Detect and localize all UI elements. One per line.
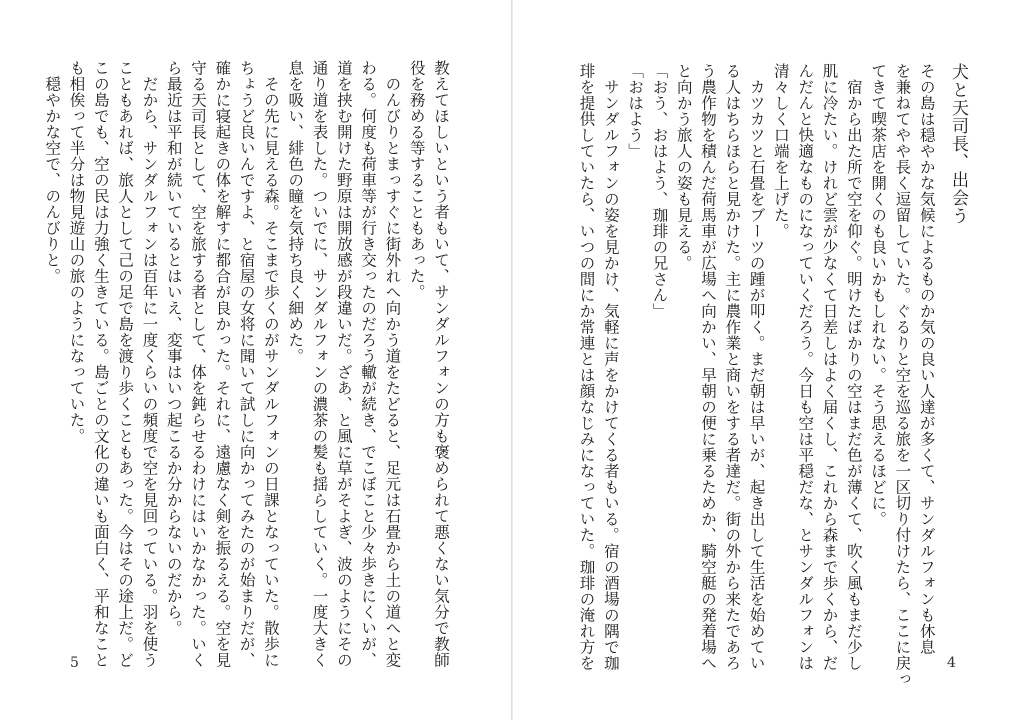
body-line: 清々しく口端を上げた。 xyxy=(771,63,790,239)
body-line: 確かに寝起きの体を解すに都合が良かった。それに、遠慮なく剣を振るえる。空を見 xyxy=(213,60,232,668)
body-line: と向かう旅人の姿も見える。 xyxy=(674,63,693,271)
body-line: 息を吸い、緋色の瞳を気持ち良く細めた。 xyxy=(286,60,305,364)
body-line: サンダルフォンの姿を見かけ、気軽に声をかけてくる者もいる。宿の酒場の隅で珈 xyxy=(601,63,620,671)
body-line: 肌に冷たい。けれど雲が少なくて日差しはよく届くし、これから森まで歩くから、だ xyxy=(820,63,839,671)
body-line: だから、サンダルフォンは百年に一度くらいの頻度で空を見回っている。羽を使う xyxy=(140,60,159,668)
body-line: 「おはよう」 xyxy=(626,63,645,159)
body-line: 役を務める等することもあった。 xyxy=(407,60,426,300)
body-line: その島は穏やかな気候によるものか気の良い人達が多くて、サンダルフォンも休息 xyxy=(917,63,936,655)
body-line: のんびりとまっすぐに街外れへ向かう道をたどると、足元は石畳から土の道へと変 xyxy=(383,60,402,668)
body-line: 「おう、おはよう、珈琲の兄さん」 xyxy=(650,63,669,319)
body-line: 琲を提供していたら、いつの間にか常連とは顔なじみになっていた。珈琲の淹れ方を xyxy=(577,63,596,671)
body-line: この島でも、空の民は力強く生きている。島ごとの文化の違いも面白く、平和なこと xyxy=(91,60,110,668)
body-line: ちょうど良いんですよ、と宿屋の女将に聞いて試しに向かってみたのが始まりだが、 xyxy=(237,60,256,668)
left-page xyxy=(0,0,511,720)
body-line: わる。何度も荷車等が行き交ったのだろう轍が続き、でこぼこと少々歩きにくいが、 xyxy=(359,60,378,668)
chapter-title: 犬と天司長、出会う xyxy=(948,63,968,225)
body-line: その先に見える森。そこまで歩くのがサンダルフォンの日課となっていた。散歩に xyxy=(261,60,280,668)
body-line: 通り道を表した。ついでに、サンダルフォンの濃茶の髪も揺らしていく。一度大きく xyxy=(310,60,329,668)
body-line: う農作物を積んだ荷馬車が広場へ向かい、早朝の便に乗るためか、騎空艇の発着場へ xyxy=(699,63,718,671)
left-page-body xyxy=(40,60,453,668)
right-page xyxy=(513,0,1024,720)
body-line: 道を挟む開けた野原は開放感が段違いだ。ざあ、と風に草がそよぎ、波のようにその xyxy=(334,60,353,668)
page-number-right: 4 xyxy=(947,655,956,671)
body-line: 宿から出た所で空を仰ぐ。明けたばかりの空はまだ色が薄くて、吹く風もまだ少し xyxy=(844,63,863,671)
body-line: 守る天司長として、空を旅する者として、体を鈍らせるわけにはいかなかった。いく xyxy=(189,60,208,668)
body-line: ら最近は平和が続いているとはいえ、変事はいつ起こるか分からないのだから。 xyxy=(164,60,183,636)
body-line: てきて喫茶店を開くのも良いかもしれない。そう思えるほどに。 xyxy=(869,63,888,527)
body-line: んだんと快適なものになっていくだろう。今日も空は平穏だな、とサンダルフォンは xyxy=(796,63,815,671)
body-line: 穏やかな空で、のんびりと。 xyxy=(43,60,62,284)
body-line: も相俟って半分は物見遊山の旅のようになっていた。 xyxy=(67,60,86,444)
page-number-left: 5 xyxy=(70,655,79,671)
body-line: カツカツと石畳をブーツの踵が叩く。まだ朝は早いが、起き出して生活を始めてい xyxy=(747,63,766,671)
body-line: を兼ねてやや長く逗留していた。ぐるりと空を巡る旅を一区切り付けたら、ここに戻っ xyxy=(893,63,912,687)
right-page-body xyxy=(574,63,970,687)
body-line: る人はちらほらと見かけた。主に農作業と商いをする者達だ。街の外から来たであろ xyxy=(723,63,742,671)
body-line: 教えてほしいという者もいて、サンダルフォンの方も褒められて悪くない気分で教師 xyxy=(432,60,450,668)
body-line: こともあれば、旅人として己の足で島を渡り歩くこともあった。今はその途上だ。ど xyxy=(116,60,135,668)
